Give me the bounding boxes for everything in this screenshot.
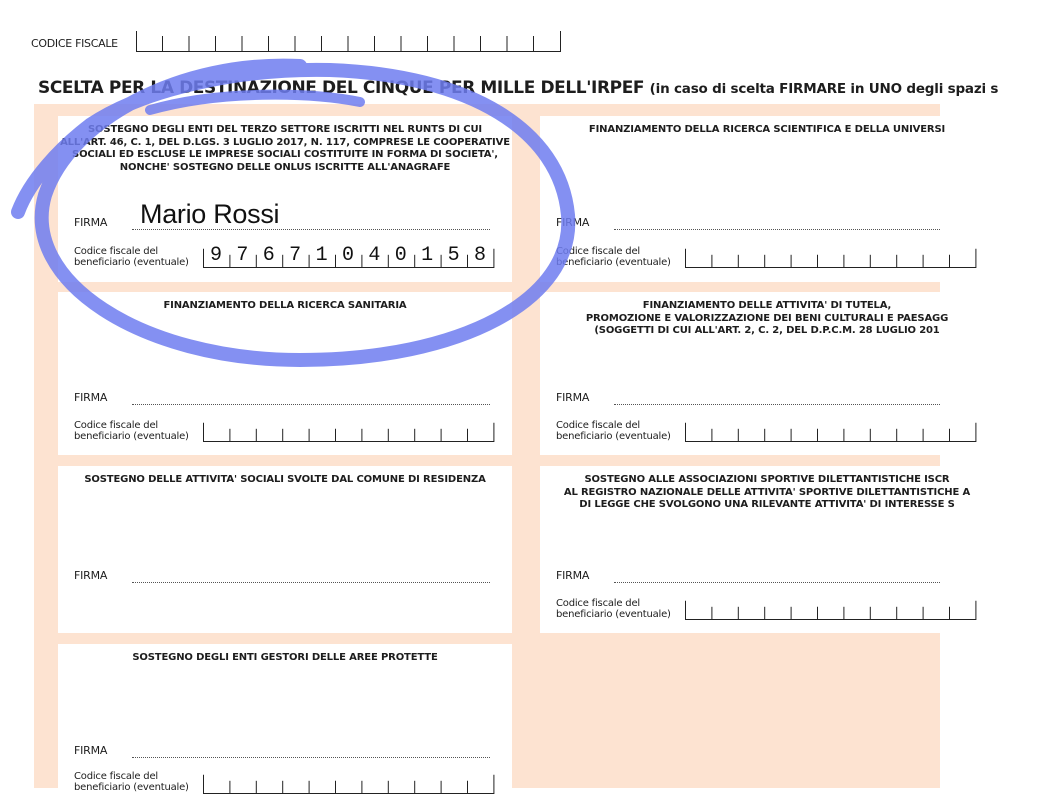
beneficiario-cf-field[interactable] xyxy=(685,244,977,268)
cf-digit: 5 xyxy=(447,244,460,267)
cf-digit: 8 xyxy=(473,244,486,267)
beneficiario-cf-field[interactable] xyxy=(685,596,977,620)
box-terzo-settore xyxy=(58,116,512,282)
box-ricerca-scientifica xyxy=(540,116,946,282)
cf-digit: 7 xyxy=(289,244,302,267)
box-beni-culturali xyxy=(540,292,949,455)
cf-digit: 1 xyxy=(315,244,328,267)
cf-digit: 1 xyxy=(421,244,434,267)
box-title-line: FINANZIAMENTO DELLA RICERCA SCIENTIFICA E DELLA UNIVERSI xyxy=(588,124,946,135)
cf-digit: 7 xyxy=(236,244,249,267)
cf-label-line: Codice fiscale del xyxy=(74,771,158,782)
box-title-line: AL REGISTRO NAZIONALE DELLE ATTIVITA' SPORTIVE DILETTANTISTICHE A xyxy=(563,486,971,498)
cf-label-line: Codice fiscale del xyxy=(74,420,158,431)
beneficiario-cf-field[interactable] xyxy=(203,770,495,794)
section-heading xyxy=(38,78,1038,98)
box-title-line: SOSTEGNO ALLE ASSOCIAZIONI SPORTIVE DILETTANTISTICHE ISCR xyxy=(584,474,950,485)
cf-label-line: beneficiario (eventuale) xyxy=(74,430,189,442)
firma-label: FIRMA xyxy=(74,216,108,229)
box-title-line: NONCHE' SOSTEGNO DELLE ONLUS ISCRITTE ALL'ANAGRAFE xyxy=(119,161,451,173)
firma-label: FIRMA xyxy=(556,569,590,582)
cf-digit: 0 xyxy=(394,244,407,267)
firma-label: FIRMA xyxy=(74,744,108,757)
cf-label-line: Codice fiscale del xyxy=(74,246,158,257)
beneficiario-cf-label xyxy=(74,772,189,793)
box-title xyxy=(540,300,994,338)
cf-label-line: Codice fiscale del xyxy=(556,246,640,257)
box-title xyxy=(58,474,512,487)
firma-label: FIRMA xyxy=(74,569,108,582)
beneficiario-cf-label xyxy=(556,247,671,268)
firma-label: FIRMA xyxy=(556,216,590,229)
firma-line[interactable] xyxy=(132,756,490,758)
box-title xyxy=(58,124,512,174)
beneficiario-cf-label xyxy=(74,421,189,442)
box-title-line: DI LEGGE CHE SVOLGONO UNA RILEVANTE ATTIVITA' DI INTERESSE S xyxy=(579,499,955,510)
box-title-line: FINANZIAMENTO DELLE ATTIVITA' DI TUTELA, xyxy=(642,300,892,311)
box-title-line: SOCIALI ED ESCLUSE LE IMPRESE SOCIALI COSTITUITE IN FORMA DI SOCIETA', xyxy=(72,149,498,160)
box-title-line: ALL'ART. 46, C. 1, DEL D.LGS. 3 LUGLIO 2017, N. 117, COMPRESE LE COOPERATIVE xyxy=(60,136,510,148)
firma-line[interactable] xyxy=(614,228,940,230)
cf-digit: 6 xyxy=(262,244,275,267)
firma-line[interactable] xyxy=(132,403,490,405)
box-title-line: SOSTEGNO DEGLI ENTI GESTORI DELLE AREE PROTETTE xyxy=(132,652,438,663)
cf-label-line: beneficiario (eventuale) xyxy=(74,256,189,268)
firma-line[interactable] xyxy=(614,403,940,405)
signature[interactable]: Mario Rossi xyxy=(140,199,280,229)
beneficiario-cf-label xyxy=(556,599,671,620)
box-title xyxy=(540,124,994,137)
section-heading-note: (in caso di scelta FIRMARE in UNO degli spazi s xyxy=(649,81,999,97)
box-title xyxy=(540,474,994,512)
codice-fiscale-label: CODICE FISCALE xyxy=(31,37,118,50)
box-title xyxy=(58,300,512,313)
beneficiario-cf-label xyxy=(74,247,189,268)
cf-label-line: beneficiario (eventuale) xyxy=(556,430,671,442)
box-title-line: (SOGGETTI DI CUI ALL'ART. 2, C. 2, DEL D.P.C.M. 28 LUGLIO 201 xyxy=(594,325,940,336)
box-title-line: PROMOZIONE E VALORIZZAZIONE DEI BENI CULTURALI E PAESAGG xyxy=(585,312,949,324)
firma-line[interactable] xyxy=(614,581,940,583)
box-title-line: FINANZIAMENTO DELLA RICERCA SANITARIA xyxy=(163,300,407,311)
cf-digit: 4 xyxy=(368,244,381,267)
box-title-line: SOSTEGNO DELLE ATTIVITA' SOCIALI SVOLTE DAL COMUNE DI RESIDENZA xyxy=(84,474,486,485)
box-aree-protette xyxy=(58,644,512,793)
taxpayer-codice-fiscale-field[interactable] xyxy=(136,30,561,52)
cf-label-line: beneficiario (eventuale) xyxy=(556,608,671,620)
beneficiario-cf-field[interactable] xyxy=(685,418,977,442)
cf-digit: 0 xyxy=(341,244,354,267)
cf-label-line: beneficiario (eventuale) xyxy=(556,256,671,268)
cf-label-line: Codice fiscale del xyxy=(556,598,640,609)
box-title-line: SOSTEGNO DEGLI ENTI DEL TERZO SETTORE ISCRITTI NEL RUNTS DI CUI xyxy=(88,124,482,135)
section-heading-main: SCELTA PER LA DESTINAZIONE DEL CINQUE PER MILLE DELL'IRPEF xyxy=(38,78,645,98)
firma-line[interactable] xyxy=(132,228,490,230)
cf-digit: 9 xyxy=(209,244,222,267)
firma-label: FIRMA xyxy=(74,391,108,404)
box-sportive xyxy=(540,466,971,633)
firma-line[interactable] xyxy=(132,581,490,583)
firma-label: FIRMA xyxy=(556,391,590,404)
box-comune xyxy=(58,466,512,633)
box-ricerca-sanitaria xyxy=(58,292,512,455)
beneficiario-cf-label xyxy=(556,421,671,442)
cf-label-line: Codice fiscale del xyxy=(556,420,640,431)
box-title xyxy=(58,652,512,665)
cf-label-line: beneficiario (eventuale) xyxy=(74,781,189,793)
beneficiario-cf-field[interactable] xyxy=(203,418,495,442)
